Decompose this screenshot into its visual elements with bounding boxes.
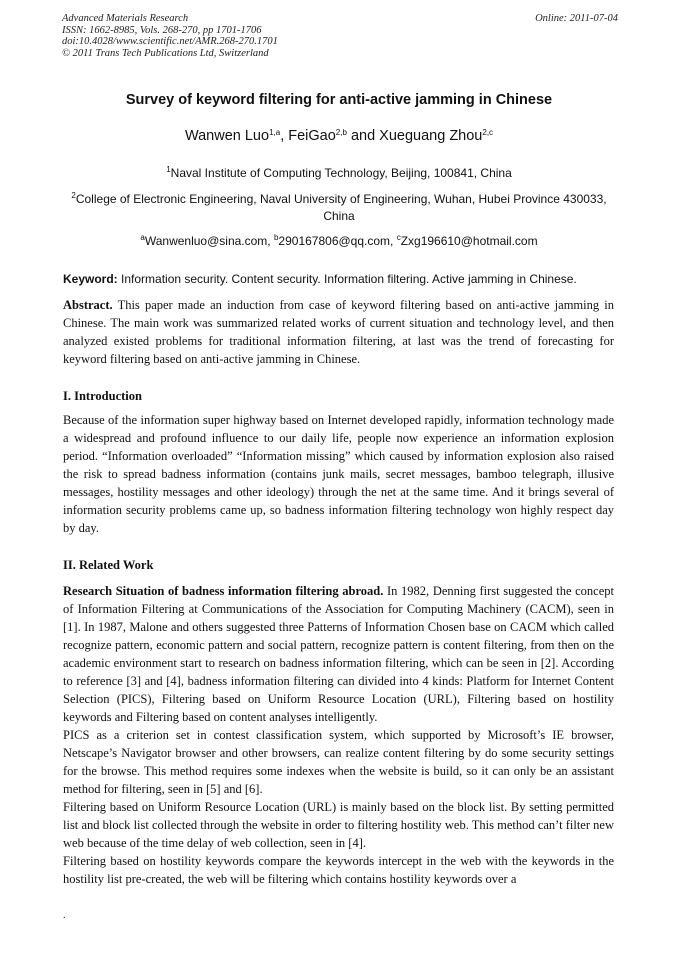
journal-header <box>62 13 618 59</box>
affiliation-sup: 2 <box>71 191 76 200</box>
author-list <box>40 128 638 144</box>
section-heading-related-work: II. Related Work <box>63 558 154 572</box>
introduction-paragraph <box>63 411 614 537</box>
author-name: and Xueguang Zhou <box>346 128 483 144</box>
related-work-p4: Filtering based on hostility keywords compare the keywords intercept in the web with the keywords in the hostility list pre-created, the web will be filtering which contains hostility keywords over a <box>63 854 614 886</box>
keywords-text: Information security. Content security. Information filtering. Active jamming in Chinese. <box>117 272 577 286</box>
related-work-p3: Filtering based on Uniform Resource Location (URL) is mainly based on the block list. By setting permitted list and block list collected through the website in order to filtering hostility web. This method can’t filter new web because of the time delay of web collection, seen in [4]. <box>63 800 614 850</box>
related-work-p2: PICS as a criterion set in contest classification system, which supported by Microsoft’s IE browser, Netscape’s Navigator browser and other browsers, can realize content filtering by do some security settings for the browse. This method requires some indexes when the website is build, so it can only be an assistant method for filtering, seen in [5] and [6]. <box>63 728 614 796</box>
affiliation-sup: 1 <box>166 165 171 174</box>
email-sup: b <box>273 233 279 242</box>
copyright-line: © 2011 Trans Tech Publications Ltd, Switzerland <box>62 47 269 59</box>
keywords-line <box>63 272 616 286</box>
keywords-label: Keyword: <box>63 272 118 286</box>
journal-name: Advanced Materials Research <box>62 13 189 24</box>
email-a[interactable]: Wanwenluo@sina.com, <box>144 234 274 248</box>
online-date: Online: 2011-07-04 <box>535 13 618 24</box>
affiliation-1 <box>70 165 608 182</box>
section-heading-introduction: I. Introduction <box>63 389 142 403</box>
related-work-body <box>63 582 614 888</box>
paper-title: Survey of keyword filtering for anti-active jamming in Chinese <box>125 92 553 108</box>
affiliation-text: College of Electronic Engineering, Naval University of Engineering, Wuhan, Hubei Province 430033, China <box>75 192 607 223</box>
affiliation-text: Naval Institute of Computing Technology, Beijing, 100841, China <box>170 166 512 180</box>
email-sup: c <box>396 233 401 242</box>
footer-mark: . <box>63 910 66 921</box>
doi-line: doi:10.4028/www.scientific.net/AMR.268-270.1701 <box>62 36 278 47</box>
issn-line: ISSN: 1662-8985, Vols. 268-270, pp 1701-1706 <box>62 24 262 36</box>
email-sup: a <box>140 233 145 242</box>
author-sup: 2,b <box>335 128 347 137</box>
email-b[interactable]: 290167806@qq.com, <box>278 234 397 248</box>
author-name: , FeiGao <box>280 128 336 144</box>
related-work-lead: Research Situation of badness information filtering abroad. <box>63 584 384 598</box>
author-sup: 2,c <box>482 128 494 137</box>
email-c[interactable]: Zxg196610@hotmail.com <box>400 234 538 248</box>
introduction-text: Because of the information super highway based on Internet developed rapidly, information technology made a widespread and profound influence to our daily life, people now experience an information explosion period. “Information overloaded” “Information missing” which caused by information explosion also raised the risk to spread badness information (contains junk mails, secret messages, bamboo telegraph, illusive messages, hostility messages and other ideology) through the net at the same time. And it brings several of information security problems came up, so badness information filtering technology won highly respect day by day. <box>63 413 614 535</box>
affiliation-2 <box>70 191 608 225</box>
abstract-text: This paper made an induction from case of keyword filtering based on anti-active jamming in Chinese. The main work was summarized related works of current situation and technology level, and then analyzed existed problems for traditional information filtering, at last was the trend of forecasting for keyword filtering based on anti-active jamming in Chinese. <box>63 298 614 366</box>
related-work-p1: In 1982, Denning first suggested the concept of Information Filtering at Communications of the Association for Computing Machinery (CACM), seen in [1]. In 1987, Malone and others suggested three Patterns of Information Chosen base on CACM which called recognize pattern, economic pattern and social pattern, recognize pattern is content filtering, from then on the academic environment start to research on badness information filtering, which can be seen in [2]. According to reference [3] and [4], badness information filtering can divided into 4 kinds: Platform for Internet Content Selection (PICS), Filtering based on Uniform Resource Location (URL), Filtering based on hostility keywords and Filtering based on content analyses intelligently. <box>63 584 614 724</box>
abstract <box>63 296 614 368</box>
email-line <box>70 233 608 250</box>
author-name: Wanwen Luo <box>184 128 270 144</box>
abstract-label: Abstract. <box>63 298 113 312</box>
author-sup: 1,a <box>269 128 281 137</box>
